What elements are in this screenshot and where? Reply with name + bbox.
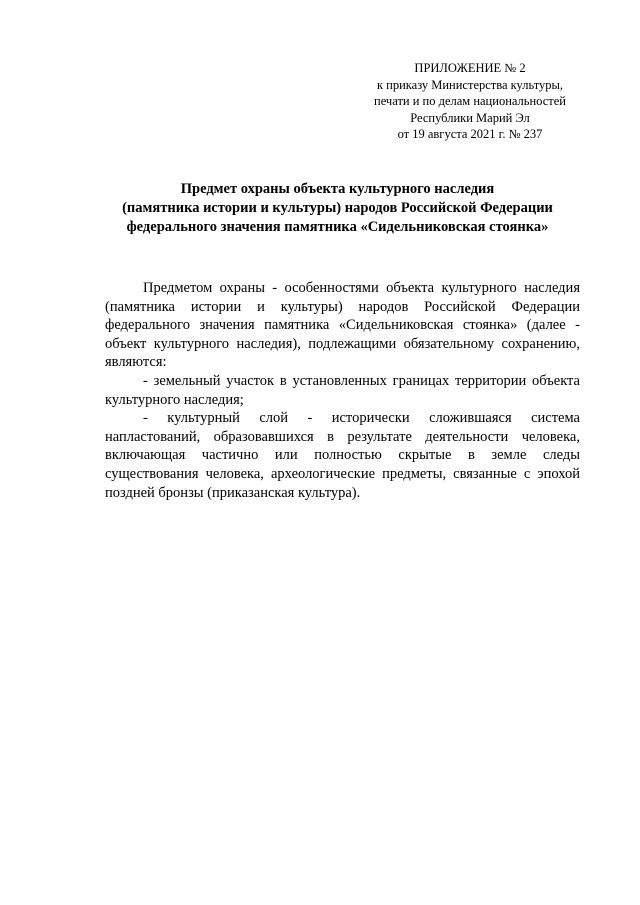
appendix-date: от 19 августа 2021 г. № 237	[397, 127, 543, 141]
list-item-cultural-layer: - культурный слой - исторически сложившаяся система напластований, образовавшихся в результате деятельности человека, включающая частично или полностью скрытые в земле следы существования человека, археологические предметы, связанные с эпохой поздней бронзы (приказанская культура).	[105, 410, 580, 501]
document-title	[90, 180, 585, 237]
intro-paragraph: Предметом охраны - особенностями объекта культурного наследия (памятника истории и культуры) народов Российской Федерации федерального значения памятника «Сидельниковская стоянка» (далее - объект культурного наследия), подлежащими обязательному сохранению, являются:	[105, 280, 580, 371]
appendix-header	[355, 60, 585, 143]
appendix-number: ПРИЛОЖЕНИЕ № 2	[414, 61, 526, 75]
appendix-order-ref: к приказу Министерства культуры,	[376, 77, 564, 92]
list-item-land-plot: - земельный участок в установленных границах территории объекта культурного наследия;	[105, 372, 580, 408]
title-line-3: федерального значения памятника «Сидельниковская стоянка»	[126, 219, 549, 235]
appendix-ministry: печати и по делам национальностей	[374, 94, 566, 108]
document-body	[105, 279, 580, 502]
title-line-1: Предмет охраны объекта культурного наследия	[180, 181, 495, 197]
title-line-2: (памятника истории и культуры) народов Российской Федерации	[122, 200, 553, 216]
appendix-republic: Республики Марий Эл	[410, 110, 530, 125]
